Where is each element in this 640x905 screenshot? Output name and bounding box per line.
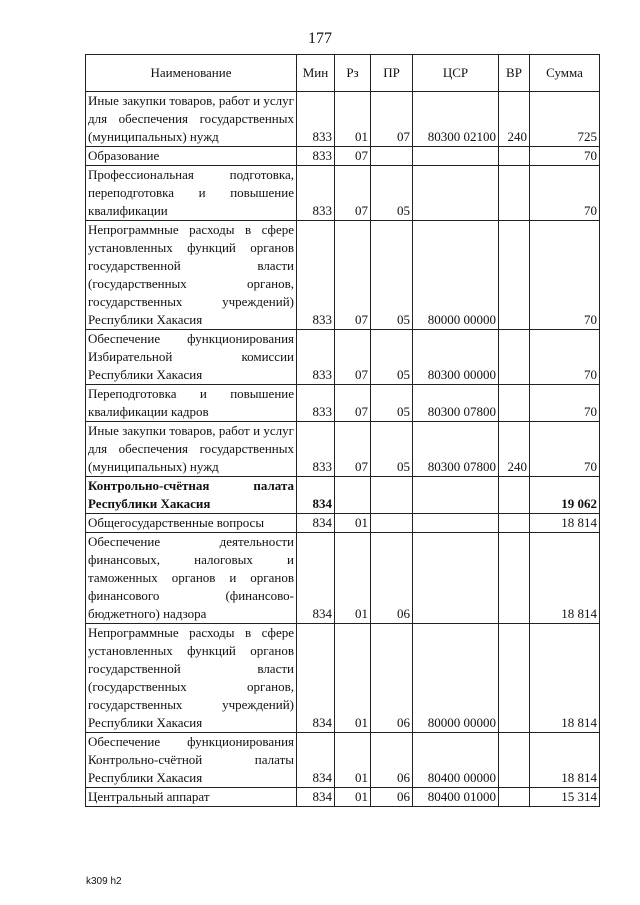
cell-vr	[499, 788, 530, 807]
cell-pr: 05	[371, 330, 413, 385]
cell-min: 834	[297, 533, 335, 624]
cell-min: 833	[297, 147, 335, 166]
cell-vr: 240	[499, 422, 530, 477]
cell-rz: 01	[335, 92, 371, 147]
cell-csr: 80400 00000	[413, 733, 499, 788]
table-row	[86, 788, 600, 807]
cell-vr	[499, 733, 530, 788]
cell-pr	[371, 514, 413, 533]
cell-csr: 80300 07800	[413, 422, 499, 477]
cell-pr	[371, 477, 413, 514]
cell-sum: 70	[530, 422, 600, 477]
cell-sum: 18 814	[530, 733, 600, 788]
table-row	[86, 385, 600, 422]
cell-sum: 70	[530, 166, 600, 221]
cell-csr: 80000 00000	[413, 221, 499, 330]
cell-pr: 05	[371, 385, 413, 422]
table-row	[86, 514, 600, 533]
cell-pr: 06	[371, 733, 413, 788]
header-pr: ПР	[371, 55, 413, 92]
cell-vr: 240	[499, 92, 530, 147]
cell-vr	[499, 514, 530, 533]
cell-rz: 01	[335, 624, 371, 733]
cell-sum: 70	[530, 221, 600, 330]
table-header-row	[86, 55, 600, 92]
cell-vr	[499, 624, 530, 733]
cell-vr	[499, 166, 530, 221]
cell-pr	[371, 147, 413, 166]
cell-csr: 80300 02100	[413, 92, 499, 147]
cell-name: Общегосударственные вопросы	[86, 514, 297, 533]
cell-min: 833	[297, 92, 335, 147]
header-rz: Рз	[335, 55, 371, 92]
cell-sum: 725	[530, 92, 600, 147]
cell-name: Иные закупки товаров, работ и услуг для обеспечения государственных (муниципальных) нужд	[86, 422, 297, 477]
header-name: Наименование	[86, 55, 297, 92]
cell-vr	[499, 477, 530, 514]
cell-name: Непрограммные расходы в сфере установленных функций органов государственной власти (государственных органов, государственных учреждений) Республики Хакасия	[86, 624, 297, 733]
header-csr: ЦСР	[413, 55, 499, 92]
table-row	[86, 92, 600, 147]
cell-csr	[413, 514, 499, 533]
table-row	[86, 147, 600, 166]
cell-rz: 07	[335, 147, 371, 166]
cell-vr	[499, 221, 530, 330]
cell-csr: 80400 01000	[413, 788, 499, 807]
cell-name: Обеспечение функционирования Избирательной комиссии Республики Хакасия	[86, 330, 297, 385]
cell-name: Переподготовка и повышение квалификации кадров	[86, 385, 297, 422]
cell-min: 833	[297, 422, 335, 477]
cell-rz: 07	[335, 330, 371, 385]
cell-vr	[499, 147, 530, 166]
cell-name: Непрограммные расходы в сфере установленных функций органов государственной власти (государственных органов, государственных учреждений) Республики Хакасия	[86, 221, 297, 330]
table-row	[86, 422, 600, 477]
table-row	[86, 733, 600, 788]
cell-name: Обеспечение деятельности финансовых, налоговых и таможенных органов и органов финансового (финансово-бюджетного) надзора	[86, 533, 297, 624]
cell-pr: 05	[371, 166, 413, 221]
cell-rz: 07	[335, 385, 371, 422]
cell-name: Профессиональная подготовка, переподготовка и повышение квалификации	[86, 166, 297, 221]
header-min: Мин	[297, 55, 335, 92]
budget-table	[85, 54, 600, 807]
cell-min: 834	[297, 788, 335, 807]
cell-vr	[499, 330, 530, 385]
cell-pr: 06	[371, 533, 413, 624]
cell-rz: 01	[335, 788, 371, 807]
cell-rz: 07	[335, 166, 371, 221]
cell-vr	[499, 385, 530, 422]
header-vr: ВР	[499, 55, 530, 92]
cell-csr: 80000 00000	[413, 624, 499, 733]
table-row	[86, 221, 600, 330]
cell-name: Обеспечение функционирования Контрольно-счётной палаты Республики Хакасия	[86, 733, 297, 788]
footer-code: k309 h2	[86, 876, 122, 887]
table-row	[86, 477, 600, 514]
cell-sum: 18 814	[530, 624, 600, 733]
table-row	[86, 166, 600, 221]
cell-min: 834	[297, 733, 335, 788]
cell-csr	[413, 533, 499, 624]
cell-csr: 80300 07800	[413, 385, 499, 422]
table-row	[86, 330, 600, 385]
cell-name: Центральный аппарат	[86, 788, 297, 807]
cell-rz: 07	[335, 422, 371, 477]
cell-name: Контрольно-счётная палата Республики Хакасия	[86, 477, 297, 514]
cell-sum: 18 814	[530, 514, 600, 533]
cell-sum: 70	[530, 147, 600, 166]
cell-min: 834	[297, 477, 335, 514]
table-row	[86, 533, 600, 624]
cell-pr: 05	[371, 422, 413, 477]
cell-rz: 07	[335, 221, 371, 330]
cell-sum: 15 314	[530, 788, 600, 807]
cell-sum: 18 814	[530, 533, 600, 624]
cell-name: Образование	[86, 147, 297, 166]
cell-pr: 06	[371, 624, 413, 733]
cell-min: 833	[297, 330, 335, 385]
cell-pr: 05	[371, 221, 413, 330]
cell-csr	[413, 147, 499, 166]
cell-rz	[335, 477, 371, 514]
cell-pr: 06	[371, 788, 413, 807]
cell-min: 834	[297, 624, 335, 733]
cell-rz: 01	[335, 733, 371, 788]
cell-rz: 01	[335, 533, 371, 624]
cell-csr	[413, 166, 499, 221]
cell-sum: 70	[530, 330, 600, 385]
cell-csr	[413, 477, 499, 514]
cell-csr: 80300 00000	[413, 330, 499, 385]
cell-min: 833	[297, 221, 335, 330]
table-row	[86, 624, 600, 733]
cell-min: 834	[297, 514, 335, 533]
cell-min: 833	[297, 385, 335, 422]
cell-rz: 01	[335, 514, 371, 533]
cell-vr	[499, 533, 530, 624]
cell-sum: 70	[530, 385, 600, 422]
cell-min: 833	[297, 166, 335, 221]
page-number: 177	[308, 30, 332, 47]
cell-sum: 19 062	[530, 477, 600, 514]
cell-pr: 07	[371, 92, 413, 147]
header-sum: Сумма	[530, 55, 600, 92]
cell-name: Иные закупки товаров, работ и услуг для обеспечения государственных (муниципальных) нужд	[86, 92, 297, 147]
